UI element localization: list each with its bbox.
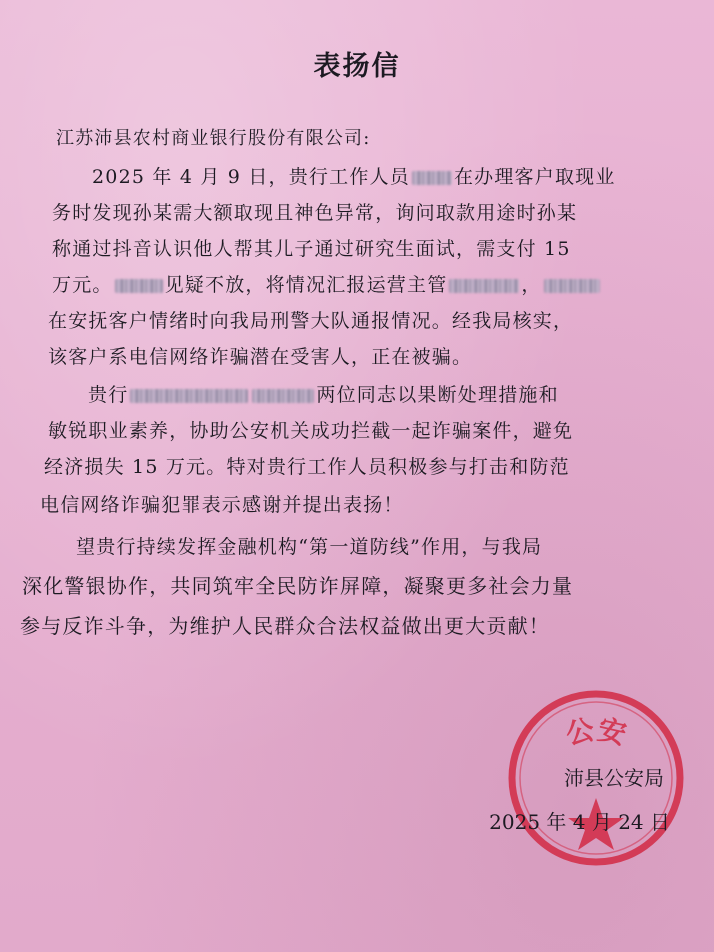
- redacted-name: [544, 279, 600, 293]
- body-line: [92, 162, 616, 189]
- body-line: 望贵行持续发挥金融机构“第一道防线”作用，与我局: [76, 536, 543, 558]
- seal-text: 公安: [562, 712, 630, 752]
- body-text: 在办理客户取现业: [453, 166, 616, 188]
- redacted-name: [115, 279, 163, 293]
- signature-date: 2025 年 4 月 24 日: [489, 810, 670, 834]
- body-text: 见疑不放，将情况汇报运营主管: [164, 274, 448, 296]
- body-text: 两位同志以果断处理措施和: [316, 384, 559, 406]
- body-line: 电信网络诈骗犯罪表示感谢并提出表扬！: [40, 494, 404, 516]
- body-line: 深化警银协作，共同筑牢全民防诈屏障，凝聚更多社会力量: [22, 574, 574, 598]
- body-text: 贵行: [88, 384, 129, 406]
- body-text: ，: [521, 274, 542, 296]
- signature-issuer: 沛县公安局: [564, 766, 664, 790]
- body-line: 在安抚客户情绪时向我局刑警大队通报情况。经我局核实，: [48, 310, 574, 332]
- body-line: 经济损失 15 万元。特对贵行工作人员积极参与打击和防范: [44, 456, 570, 478]
- body-line: 称通过抖音认识他人帮其儿子通过研究生面试，需支付 15: [52, 238, 571, 260]
- redacted-name: [412, 171, 452, 185]
- body-line: 参与反诈斗争，为维护人民群众合法权益做出更大贡献！: [20, 614, 550, 638]
- body-line: 该客户系电信网络诈骗潜在受害人，正在被骗。: [48, 346, 473, 368]
- body-line: 敏锐职业素养，协助公安机关成功拦截一起诈骗案件，避免: [48, 420, 574, 442]
- redacted-name: [449, 279, 519, 293]
- letter-title: 表扬信: [313, 51, 401, 82]
- body-line: [88, 380, 559, 407]
- body-text: 2025 年 4 月 9 日，贵行工作人员: [92, 166, 410, 188]
- body-text: 万元。: [52, 274, 113, 296]
- redacted-name: [130, 389, 248, 403]
- redacted-name: [252, 389, 314, 403]
- body-line: 务时发现孙某需大额取现且神色异常，询问取款用途时孙某: [52, 202, 578, 224]
- body-line: [52, 270, 602, 297]
- recipient-line: 江苏沛县农村商业银行股份有限公司:: [56, 128, 371, 149]
